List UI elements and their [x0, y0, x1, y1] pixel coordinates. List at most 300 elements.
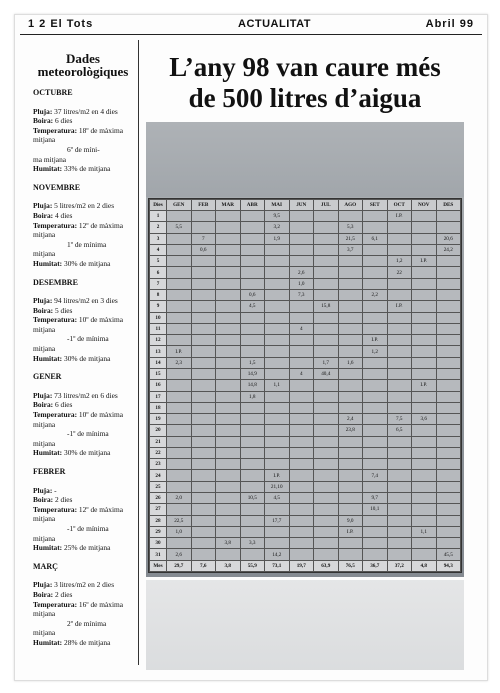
- rain-cell: [167, 504, 192, 515]
- rain-cell: 3,6: [412, 414, 437, 425]
- rain-cell: [265, 526, 290, 537]
- weather-line: mitjana: [33, 609, 56, 619]
- total-cell: 4,8: [412, 560, 437, 571]
- rainfall-table: [148, 198, 462, 573]
- rain-cell: [314, 391, 339, 402]
- rain-cell: 1,0: [289, 278, 314, 289]
- rain-cell: [167, 312, 192, 323]
- rain-cell: [412, 335, 437, 346]
- total-cell: 63,9: [314, 560, 339, 571]
- rain-cell: [363, 244, 388, 255]
- weather-line: Humitat: 30% de mitjana: [33, 353, 111, 363]
- day-cell: 16: [150, 380, 167, 391]
- weather-line: 1º de mínima: [67, 239, 107, 249]
- column-header: MAI: [265, 200, 290, 211]
- rain-cell: [167, 414, 192, 425]
- rain-cell: [289, 538, 314, 549]
- rain-cell: 7,5: [387, 414, 412, 425]
- rain-cell: [289, 447, 314, 458]
- weather-line: -1º de mínima: [67, 523, 109, 533]
- rain-cell: [216, 301, 241, 312]
- day-cell: 29: [150, 526, 167, 537]
- rain-cell: 2,0: [167, 493, 192, 504]
- rain-cell: [387, 323, 412, 334]
- total-cell: 76,5: [338, 560, 363, 571]
- rain-cell: [265, 346, 290, 357]
- rain-cell: 3,3: [240, 538, 265, 549]
- rain-cell: [289, 481, 314, 492]
- rain-cell: [363, 425, 388, 436]
- rain-cell: [216, 447, 241, 458]
- rain-cell: [363, 481, 388, 492]
- rain-cell: [240, 267, 265, 278]
- table-row: [150, 357, 461, 368]
- weather-line: Temperatura: 12º de màxima: [33, 220, 124, 230]
- rain-cell: 14,2: [265, 549, 290, 560]
- rain-cell: [387, 368, 412, 379]
- total-cell: 36,7: [363, 560, 388, 571]
- table-row: [150, 211, 461, 222]
- rain-cell: [265, 447, 290, 458]
- rain-cell: [314, 538, 339, 549]
- table-row: [150, 526, 461, 537]
- rain-cell: 5,3: [338, 222, 363, 233]
- table-row: [150, 414, 461, 425]
- column-divider: [138, 40, 139, 665]
- rain-cell: [240, 256, 265, 267]
- rain-cell: [314, 244, 339, 255]
- rain-cell: [216, 380, 241, 391]
- rain-cell: [387, 391, 412, 402]
- rain-cell: [216, 549, 241, 560]
- rain-cell: [240, 402, 265, 413]
- day-cell: 24: [150, 470, 167, 481]
- headline-line-1: L’any 98 van caure més: [169, 52, 441, 82]
- rain-cell: [412, 289, 437, 300]
- rain-cell: 23,8: [338, 425, 363, 436]
- rain-cell: [216, 459, 241, 470]
- rain-cell: [412, 301, 437, 312]
- day-cell: 4: [150, 244, 167, 255]
- rain-cell: [436, 447, 461, 458]
- rain-cell: [314, 233, 339, 244]
- rain-cell: I.P.: [412, 380, 437, 391]
- rain-cell: [216, 233, 241, 244]
- rain-cell: [216, 515, 241, 526]
- rain-cell: [338, 267, 363, 278]
- rain-cell: [191, 256, 216, 267]
- total-cell: 55,9: [240, 560, 265, 571]
- rain-cell: [338, 278, 363, 289]
- rain-cell: [338, 493, 363, 504]
- rain-cell: [338, 312, 363, 323]
- rain-cell: [363, 323, 388, 334]
- rain-cell: [412, 222, 437, 233]
- rain-cell: [265, 504, 290, 515]
- weather-line: mitjana: [33, 533, 56, 543]
- rain-cell: 0,6: [191, 244, 216, 255]
- weather-line: mitjana: [33, 344, 56, 354]
- rain-cell: [216, 402, 241, 413]
- day-cell: 11: [150, 323, 167, 334]
- rain-cell: [167, 301, 192, 312]
- total-cell: 37,2: [387, 560, 412, 571]
- rain-cell: 40,4: [314, 368, 339, 379]
- rain-cell: 22,5: [167, 515, 192, 526]
- weather-line: mitjana: [33, 438, 56, 448]
- day-cell: 2: [150, 222, 167, 233]
- rain-cell: [436, 515, 461, 526]
- rain-cell: [436, 357, 461, 368]
- rain-cell: [191, 504, 216, 515]
- day-cell: 22: [150, 447, 167, 458]
- rain-cell: [436, 425, 461, 436]
- day-cell: 15: [150, 368, 167, 379]
- rain-cell: [314, 481, 339, 492]
- day-cell: 12: [150, 335, 167, 346]
- table-row: [150, 447, 461, 458]
- rain-cell: [338, 256, 363, 267]
- rain-cell: [436, 301, 461, 312]
- rain-cell: [338, 481, 363, 492]
- rain-cell: [387, 278, 412, 289]
- weather-line: -1º de mínima: [67, 429, 109, 439]
- rain-cell: [338, 436, 363, 447]
- rain-cell: [289, 526, 314, 537]
- rain-cell: [191, 267, 216, 278]
- rain-cell: [412, 391, 437, 402]
- table-row: [150, 391, 461, 402]
- rain-cell: [191, 222, 216, 233]
- day-cell: 19: [150, 414, 167, 425]
- weather-line: Pluja: 3 litres/m2 en 2 dies: [33, 580, 115, 590]
- rain-cell: 7: [191, 233, 216, 244]
- rain-cell: [265, 312, 290, 323]
- rain-cell: [314, 504, 339, 515]
- rain-cell: [167, 402, 192, 413]
- rain-cell: [289, 459, 314, 470]
- weather-line: mitjana: [33, 628, 56, 638]
- rain-cell: 7,3: [289, 289, 314, 300]
- rain-cell: [314, 222, 339, 233]
- rain-cell: [338, 402, 363, 413]
- rain-cell: 20,6: [436, 233, 461, 244]
- rain-cell: [289, 515, 314, 526]
- rain-cell: 5,5: [167, 222, 192, 233]
- rain-cell: [387, 233, 412, 244]
- rain-cell: [363, 222, 388, 233]
- sidebar-title: Dades meteorològiques: [37, 51, 129, 79]
- rain-cell: 2,6: [167, 549, 192, 560]
- issue-date: Abril 99: [425, 18, 474, 30]
- rain-cell: [436, 278, 461, 289]
- rain-cell: [289, 357, 314, 368]
- day-cell: 13: [150, 346, 167, 357]
- headline: [146, 52, 464, 114]
- weather-line: Humitat: 30% de mitjana: [33, 258, 111, 268]
- rain-cell: 15,8: [314, 301, 339, 312]
- day-cell: 6: [150, 267, 167, 278]
- rain-cell: [240, 526, 265, 537]
- column-header: ABR: [240, 200, 265, 211]
- rain-cell: [167, 335, 192, 346]
- rain-cell: [289, 504, 314, 515]
- rain-cell: [265, 256, 290, 267]
- rain-cell: 14,8: [240, 380, 265, 391]
- table-row: [150, 436, 461, 447]
- table-row: [150, 278, 461, 289]
- rain-cell: I.P.: [387, 211, 412, 222]
- day-cell: 23: [150, 459, 167, 470]
- rain-cell: [363, 549, 388, 560]
- rain-cell: [191, 391, 216, 402]
- rain-cell: 4,5: [265, 493, 290, 504]
- rain-cell: [191, 436, 216, 447]
- rain-cell: [314, 211, 339, 222]
- rain-cell: 9,0: [338, 515, 363, 526]
- day-cell: 14: [150, 357, 167, 368]
- rain-cell: [363, 211, 388, 222]
- rain-cell: [387, 504, 412, 515]
- rain-cell: [363, 391, 388, 402]
- rain-cell: [338, 459, 363, 470]
- rain-cell: [387, 538, 412, 549]
- rain-cell: [265, 391, 290, 402]
- rain-cell: [412, 368, 437, 379]
- rain-cell: 2,3: [167, 357, 192, 368]
- weather-line: mitjana: [33, 135, 56, 145]
- rain-cell: 9,7: [363, 493, 388, 504]
- rain-cell: [167, 391, 192, 402]
- rain-cell: [191, 368, 216, 379]
- rain-cell: [191, 526, 216, 537]
- rain-cell: [216, 493, 241, 504]
- rain-cell: [387, 549, 412, 560]
- rain-cell: [216, 222, 241, 233]
- rain-cell: [216, 312, 241, 323]
- rain-cell: 1,0: [167, 526, 192, 537]
- rain-cell: 7,4: [363, 470, 388, 481]
- rain-cell: [338, 470, 363, 481]
- rain-cell: [412, 493, 437, 504]
- rain-cell: [387, 312, 412, 323]
- rain-cell: [436, 256, 461, 267]
- rain-cell: [338, 549, 363, 560]
- rain-cell: [265, 289, 290, 300]
- rain-cell: [387, 470, 412, 481]
- rain-cell: [314, 402, 339, 413]
- rain-cell: [191, 447, 216, 458]
- column-header: AGO: [338, 200, 363, 211]
- weather-line: 6º de míni-: [67, 144, 100, 154]
- rain-cell: [338, 335, 363, 346]
- weather-line: Humitat: 28% de mitjana: [33, 637, 111, 647]
- rain-cell: [436, 436, 461, 447]
- rain-cell: 14,9: [240, 368, 265, 379]
- rain-cell: [436, 414, 461, 425]
- table-row: [150, 256, 461, 267]
- day-cell: 17: [150, 391, 167, 402]
- column-header: JUL: [314, 200, 339, 211]
- rain-cell: [338, 323, 363, 334]
- rain-cell: [412, 436, 437, 447]
- rain-cell: [191, 278, 216, 289]
- rain-cell: [191, 414, 216, 425]
- rain-cell: [240, 515, 265, 526]
- rain-cell: [436, 346, 461, 357]
- rain-cell: [314, 515, 339, 526]
- weather-line: Temperatura: 10º de màxima: [33, 315, 124, 325]
- column-header: MAR: [216, 200, 241, 211]
- rain-cell: [240, 222, 265, 233]
- rain-cell: [265, 459, 290, 470]
- rain-cell: [216, 323, 241, 334]
- rain-cell: [363, 312, 388, 323]
- rain-cell: [289, 244, 314, 255]
- column-header: GEN: [167, 200, 192, 211]
- advert-strip: [146, 580, 464, 670]
- rain-cell: [314, 267, 339, 278]
- rain-cell: [289, 414, 314, 425]
- rain-cell: [216, 256, 241, 267]
- rain-cell: [240, 211, 265, 222]
- rain-cell: [314, 436, 339, 447]
- weather-line: Pluja: 37 litres/m2 en 4 dies: [33, 106, 118, 116]
- rain-cell: [191, 289, 216, 300]
- rain-cell: [387, 289, 412, 300]
- rain-cell: [289, 436, 314, 447]
- table-row: [150, 346, 461, 357]
- rain-cell: [240, 470, 265, 481]
- rain-cell: I.P.: [167, 346, 192, 357]
- rain-cell: [363, 267, 388, 278]
- rain-cell: [436, 211, 461, 222]
- column-header: NOV: [412, 200, 437, 211]
- rain-cell: [412, 211, 437, 222]
- weather-line: Temperatura: 18º de màxima: [33, 125, 124, 135]
- rain-cell: I.P.: [338, 526, 363, 537]
- rain-cell: [314, 526, 339, 537]
- rain-cell: [167, 323, 192, 334]
- weather-sidebar: [33, 52, 133, 648]
- rain-cell: [412, 504, 437, 515]
- section-title: ACTUALITAT: [238, 18, 312, 30]
- rain-cell: [240, 549, 265, 560]
- rain-cell: [289, 391, 314, 402]
- month-heading: GENER: [33, 372, 62, 382]
- rain-cell: [412, 538, 437, 549]
- rain-cell: [412, 244, 437, 255]
- month-heading: DESEMBRE: [33, 277, 78, 287]
- column-header: DES: [436, 200, 461, 211]
- rain-cell: [387, 222, 412, 233]
- rain-cell: [240, 335, 265, 346]
- column-header: FEB: [191, 200, 216, 211]
- rain-cell: [412, 459, 437, 470]
- rain-cell: [363, 278, 388, 289]
- rain-cell: [436, 323, 461, 334]
- column-header: Dies: [150, 200, 167, 211]
- rain-cell: [387, 459, 412, 470]
- rain-cell: [314, 335, 339, 346]
- rain-cell: [216, 211, 241, 222]
- rain-cell: [167, 436, 192, 447]
- weather-line: Pluja: 73 litres/m2 en 6 dies: [33, 390, 118, 400]
- rain-cell: [167, 459, 192, 470]
- table-row: [150, 301, 461, 312]
- table-row: [150, 493, 461, 504]
- table-row: [150, 538, 461, 549]
- rain-cell: [387, 481, 412, 492]
- total-cell: 73,1: [265, 560, 290, 571]
- table-row: [150, 402, 461, 413]
- month-heading: FEBRER: [33, 467, 66, 476]
- rain-cell: [338, 538, 363, 549]
- rain-cell: I.P.: [412, 256, 437, 267]
- rain-cell: [289, 549, 314, 560]
- rain-cell: 1,1: [265, 380, 290, 391]
- rain-cell: [387, 335, 412, 346]
- weather-line: mitjana: [33, 249, 56, 259]
- rain-cell: 17,7: [265, 515, 290, 526]
- rain-cell: [289, 211, 314, 222]
- rain-cell: 1,9: [265, 233, 290, 244]
- rain-cell: [363, 538, 388, 549]
- rain-cell: [216, 289, 241, 300]
- day-cell: 26: [150, 493, 167, 504]
- total-cell: 19,7: [289, 560, 314, 571]
- rain-cell: [338, 346, 363, 357]
- weather-line: Boira: 4 dies: [33, 210, 73, 220]
- rain-cell: [216, 526, 241, 537]
- rain-cell: [216, 346, 241, 357]
- weather-line: Boira: 2 dies: [33, 495, 73, 505]
- rain-cell: [436, 267, 461, 278]
- rain-cell: 9,5: [265, 211, 290, 222]
- rain-cell: [314, 323, 339, 334]
- rain-cell: [436, 368, 461, 379]
- rain-cell: [289, 493, 314, 504]
- rain-cell: [412, 233, 437, 244]
- rain-cell: [216, 368, 241, 379]
- rain-cell: [216, 335, 241, 346]
- rain-cell: 45,5: [436, 549, 461, 560]
- column-header: JUN: [289, 200, 314, 211]
- rain-cell: [167, 447, 192, 458]
- day-cell: 5: [150, 256, 167, 267]
- rain-cell: [216, 470, 241, 481]
- table-row: [150, 233, 461, 244]
- header-rule: [20, 34, 482, 35]
- rain-cell: [436, 391, 461, 402]
- month-heading: NOVEMBRE: [33, 182, 81, 192]
- rain-cell: [314, 346, 339, 357]
- rain-cell: [363, 256, 388, 267]
- rain-cell: [167, 211, 192, 222]
- rain-cell: [191, 323, 216, 334]
- rain-cell: [314, 380, 339, 391]
- rain-cell: [265, 414, 290, 425]
- column-header: SET: [363, 200, 388, 211]
- weather-line: Temperatura: 16º de màxima: [33, 599, 124, 609]
- rain-cell: [314, 549, 339, 560]
- rain-cell: [314, 447, 339, 458]
- rain-cell: 1,8: [240, 391, 265, 402]
- rain-cell: [412, 278, 437, 289]
- rain-cell: [387, 244, 412, 255]
- rain-cell: [363, 447, 388, 458]
- rain-cell: [240, 312, 265, 323]
